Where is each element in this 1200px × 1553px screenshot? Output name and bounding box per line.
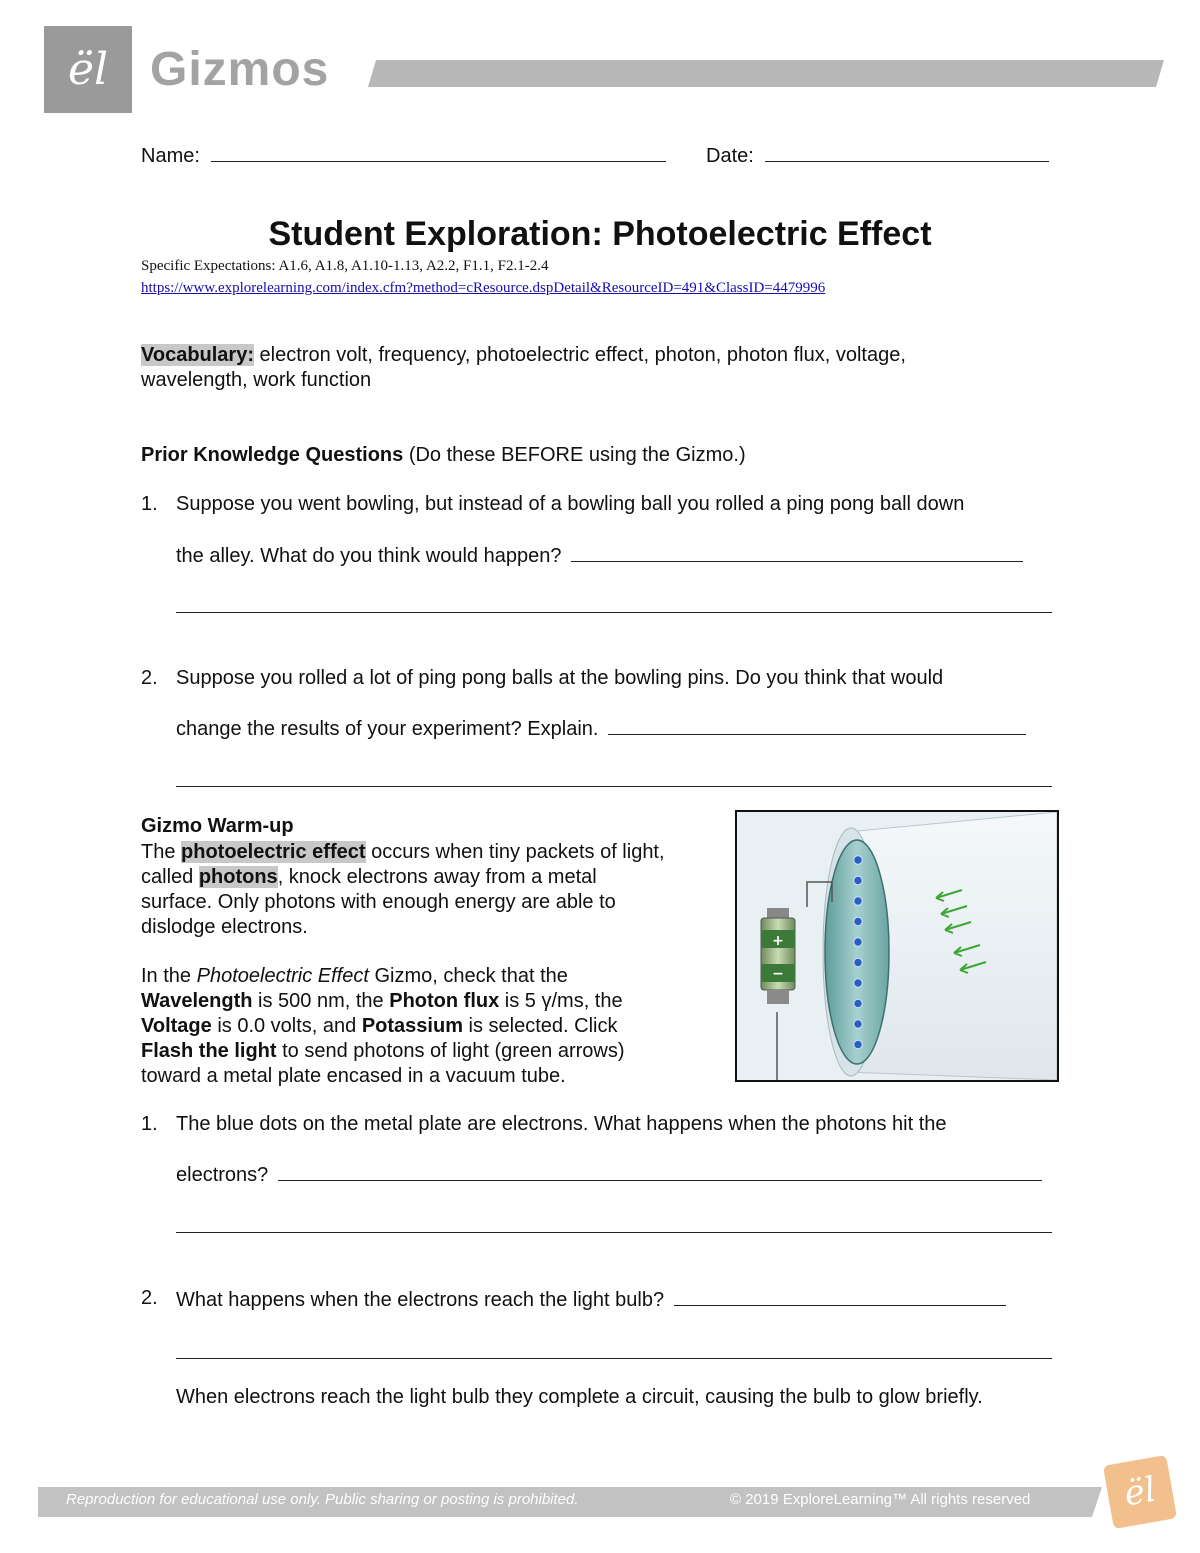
name-row <box>141 143 666 168</box>
prior-q2-answer-field[interactable] <box>608 716 1026 735</box>
prior-q2-number: 2. <box>141 667 158 689</box>
term-wavelength: Wavelength <box>141 990 253 1012</box>
warmup-paragraph-1 <box>141 840 721 940</box>
warmup-heading: Gizmo Warm-up <box>141 815 294 837</box>
electron-dot <box>854 1040 862 1048</box>
footer-logo: ël <box>1103 1455 1177 1529</box>
prior-knowledge-heading <box>141 444 746 467</box>
electron-dot <box>854 958 862 966</box>
vocabulary-terms-line2: wavelength, work function <box>141 369 372 391</box>
warmup-text: In the <box>141 965 197 987</box>
warmup-q1-number: 1. <box>141 1113 158 1135</box>
name-field[interactable] <box>211 143 666 162</box>
prior-q1-text-line2: the alley. What do you think would happen? <box>176 545 562 567</box>
prior-q1-answer-line[interactable] <box>176 594 1052 613</box>
warmup-text: is 5 γ/ms, the <box>499 990 623 1012</box>
prior-q1-number: 1. <box>141 493 158 515</box>
resource-link[interactable]: https://www.explorelearning.com/index.cfm?method=cResource.dspDetail&ResourceID=491&ClassID=4479996 <box>141 280 826 296</box>
footer-disclaimer: Reproduction for educational use only. Public sharing or posting is prohibited. <box>66 1491 579 1508</box>
electron-dot <box>854 1020 862 1028</box>
warmup-q2-line1 <box>176 1287 1006 1312</box>
electron-dot <box>854 917 862 925</box>
gizmo-name: Photoelectric Effect <box>196 965 369 987</box>
page-title: Student Exploration: Photoelectric Effect <box>268 215 932 253</box>
date-label: Date: <box>706 145 754 167</box>
warmup-q2-answer: When electrons reach the light bulb they complete a circuit, causing the bulb to glow briefly. <box>176 1386 983 1408</box>
warmup-text: toward a metal plate encased in a vacuum tube. <box>141 1065 566 1087</box>
prior-q2-line2 <box>176 716 1026 741</box>
term-potassium: Potassium <box>361 1015 463 1037</box>
electron-dot <box>854 897 862 905</box>
specific-expectations: Specific Expectations: A1.6, A1.8, A1.10-1.13, A2.2, F1.1, F2.1-2.4 <box>141 258 549 274</box>
prior-knowledge-label: Prior Knowledge Questions <box>141 444 404 466</box>
battery-plus-sign: + <box>772 933 784 949</box>
footer-copyright: © 2019 ExploreLearning™ All rights reserved <box>730 1491 1031 1508</box>
header-bar <box>368 60 1164 87</box>
warmup-text: is 500 nm, the <box>252 990 390 1012</box>
warmup-text: The <box>141 841 182 863</box>
photoelectric-figure <box>735 810 1059 1082</box>
warmup-text: occurs when tiny packets of light, <box>365 841 665 863</box>
warmup-text: surface. Only photons with enough energy are able to <box>141 891 616 913</box>
prior-q2-text-line2: change the results of your experiment? Explain. <box>176 718 599 740</box>
electron-dot <box>854 999 862 1007</box>
warmup-q1-answer-field[interactable] <box>278 1162 1042 1181</box>
warmup-text: is 0.0 volts, and <box>211 1015 362 1037</box>
warmup-text: , knock electrons away from a metal <box>277 866 597 888</box>
date-row <box>706 143 1049 168</box>
vocabulary-terms-line1: electron volt, frequency, photoelectric effect, photon, photon flux, voltage, <box>254 344 906 366</box>
prior-q2-answer-line[interactable] <box>176 768 1052 787</box>
vacuum-tube-diagram <box>737 812 1057 1080</box>
prior-q1-line2 <box>176 543 1023 568</box>
warmup-text: to send photons of light (green arrows) <box>276 1040 625 1062</box>
battery-terminal-top <box>767 908 789 918</box>
date-field[interactable] <box>765 143 1049 162</box>
name-label: Name: <box>141 145 200 167</box>
warmup-paragraph-2 <box>141 964 721 1089</box>
battery-terminal-bottom <box>767 990 789 1004</box>
brand-name: Gizmos <box>150 43 330 96</box>
electron-dot <box>854 876 862 884</box>
prior-q2-text: Suppose you rolled a lot of ping pong balls at the bowling pins. Do you think that would <box>176 667 944 689</box>
prior-q1-answer-field[interactable] <box>571 543 1023 562</box>
vocabulary <box>141 344 1041 367</box>
warmup-q2-number: 2. <box>141 1287 158 1309</box>
warmup-q1-text: The blue dots on the metal plate are electrons. What happens when the photons hit the <box>176 1113 947 1135</box>
warmup-text: called <box>141 866 199 888</box>
electron-dot <box>854 938 862 946</box>
warmup-q1-answer-line[interactable] <box>176 1214 1052 1233</box>
prior-q1-text: Suppose you went bowling, but instead of a bowling ball you rolled a ping pong ball down <box>176 493 965 515</box>
warmup-text: Gizmo, check that the <box>368 965 568 987</box>
term-photoelectric-effect: photoelectric effect <box>181 841 366 863</box>
electron-dot <box>854 979 862 987</box>
warmup-q2-answer-field[interactable] <box>674 1287 1006 1306</box>
term-photon-flux: Photon flux <box>389 990 500 1012</box>
warmup-text: dislodge electrons. <box>141 916 308 938</box>
term-flash-the-light: Flash the light <box>141 1040 277 1062</box>
battery-minus-sign: − <box>772 966 784 982</box>
logo-glyph: ël <box>67 44 109 95</box>
warmup-q1-line2 <box>176 1162 1042 1187</box>
electron-dot <box>854 856 862 864</box>
metal-plate <box>825 840 889 1064</box>
warmup-q1-text-line2: electrons? <box>176 1164 269 1186</box>
term-voltage: Voltage <box>141 1015 212 1037</box>
warmup-q2-text: What happens when the electrons reach the light bulb? <box>176 1289 665 1311</box>
term-photons: photons <box>198 866 278 888</box>
prior-knowledge-note: (Do these BEFORE using the Gizmo.) <box>403 444 746 466</box>
warmup-text: is selected. Click <box>463 1015 618 1037</box>
warmup-q2-answer-line[interactable] <box>176 1340 1052 1359</box>
vocabulary-label: Vocabulary: <box>141 344 254 366</box>
